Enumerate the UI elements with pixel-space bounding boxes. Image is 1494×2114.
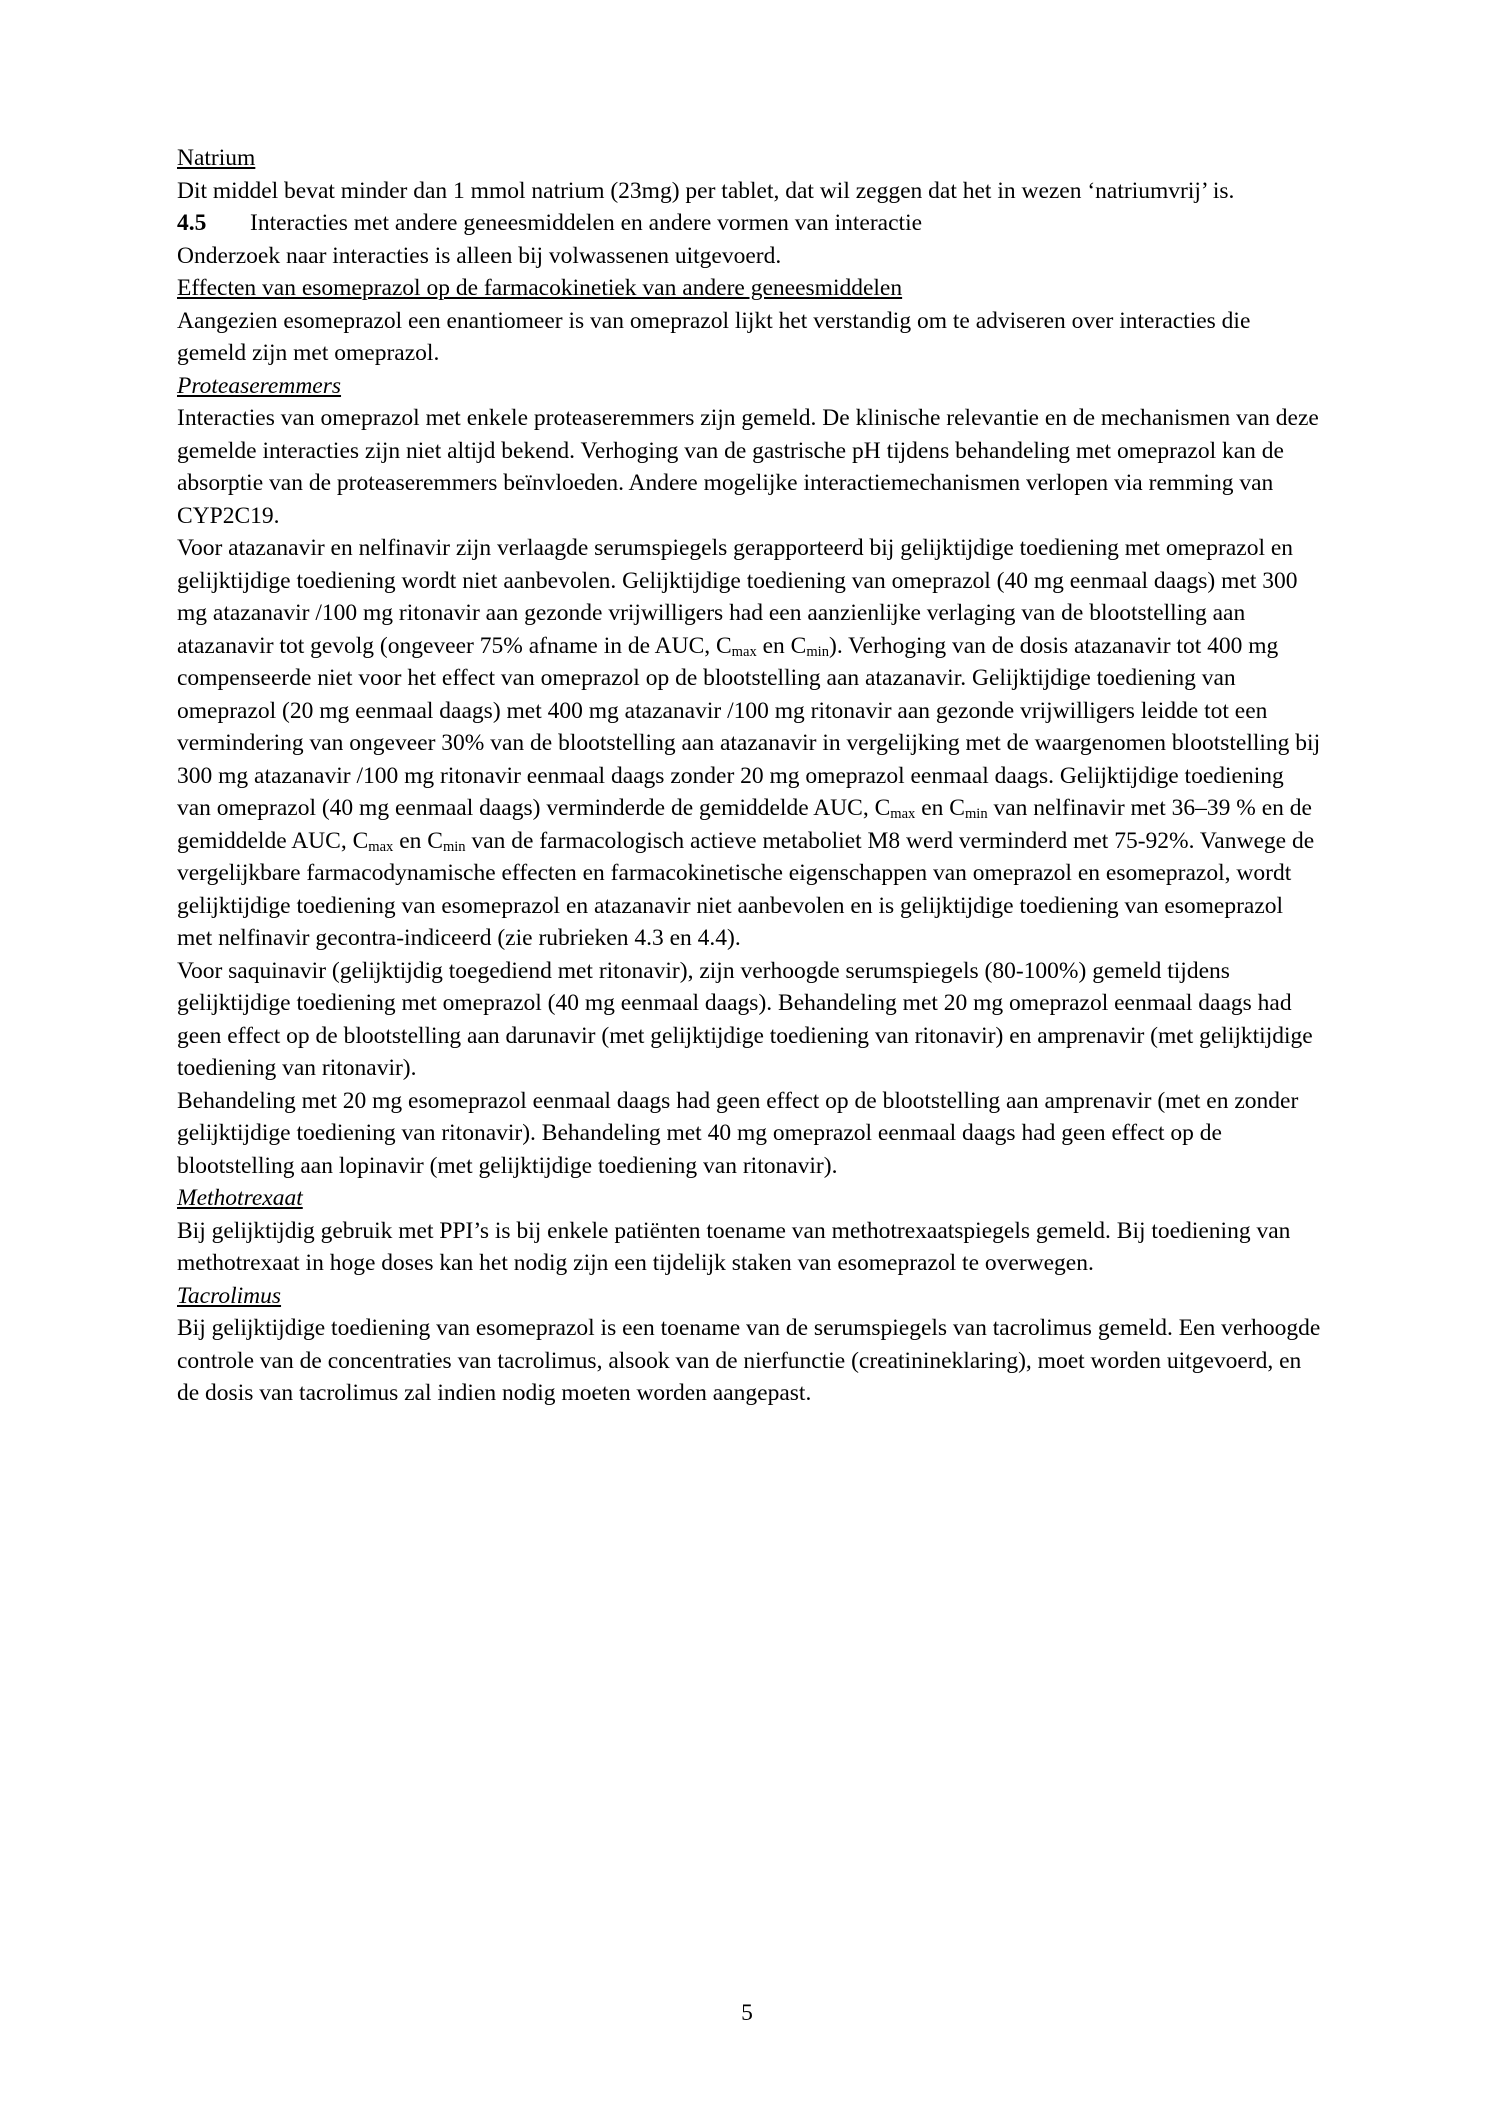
interactions-intro-paragraph: Onderzoek naar interacties is alleen bij volwassenen uitgevoerd. [177, 242, 782, 269]
atazanavir-nelfinavir-paragraph: Voor atazanavir en nelfinavir zijn verlaagde serumspiegels gerapporteerd bij gelijktijdige toediening met omeprazol en gelijktijdige toediening wordt niet aanbevolen. Gelijktijdige toediening van omeprazol (40 mg eenmaal daags) met 300 mg atazanavir /100 mg ritonavir aan gezonde vrijwilligers had een aanzienlijke verlaging van de blootstelling aan atazanavir tot gevolg (ongeveer 75% afname in de AUC, $C_{max}$ en $C_{min}$). Verhoging van de dosis atazanavir tot 400 mg compenseerde niet voor het effect van omeprazol op de blootstelling aan atazanavir. Gelijktijdige toediening van omeprazol (20 mg eenmaal daags) met 400 mg atazanavir /100 mg ritonavir aan gezonde vrijwilligers leidde tot een vermindering van ongeveer 30% van de blootstelling aan atazanavir in vergelijking met de waargenomen blootstelling bij 300 mg atazanavir /100 mg ritonavir eenmaal daags zonder 20 mg omeprazol eenmaal daags. Gelijktijdige toediening van omeprazol (40 mg eenmaal daags) verminderde de gemiddelde AUC, $C_{max}$ en $C_{min}$ van nelfinavir met 36–39 % en de gemiddelde AUC, $C_{max}$ en $C_{min}$ van de farmacologisch actieve metaboliet M8 werd verminderd met 75-92%. Vanwege de vergelijkbare farmacodynamische effecten en farmacokinetische eigenschappen van omeprazol en esomeprazol, wordt gelijktijdige toediening van esomeprazol en atazanavir niet aanbevolen en is gelijktijdige toediening van esomeprazol met nelfinavir gecontra-indiceerd (zie rubrieken 4.3 en 4.4). [177, 535, 1321, 951]
tacrolimus-heading: Tacrolimus [177, 1282, 282, 1309]
page-number: 5 [741, 2000, 753, 2026]
natrium-heading: Natrium [177, 145, 256, 171]
page-footer [0, 1997, 1494, 2030]
natrium-paragraph: Dit middel bevat minder dan 1 mmol natrium (23mg) per tablet, dat wil zeggen dat het in wezen ‘natriumvrij’ is. [177, 177, 1235, 204]
methotrexaat-heading: Methotrexaat [177, 1185, 303, 1211]
amprenavir-lopinavir-paragraph: Behandeling met 20 mg esomeprazol eenmaal daags had geen effect op de blootstelling aan amprenavir (met en zonder gelijktijdige toediening van ritonavir). Behandeling met 40 mg omeprazol eenmaal daags had geen effect op de blootstelling aan lopinavir (met gelijktijdige toediening van ritonavir). [177, 1087, 1299, 1179]
page-content [177, 142, 1322, 1410]
proteaseremmers-paragraph: Interacties van omeprazol met enkele proteaseremmers zijn gemeld. De klinische relevantie en de mechanismen van deze gemelde interacties zijn niet altijd bekend. Verhoging van de gastrische pH tijdens behandeling met omeprazol kan de absorptie van de proteaseremmers beïnvloeden. Andere mogelijke interactiemechanismen verlopen via remming van CYP2C19. [177, 405, 1319, 529]
section-title: Interacties met andere geneesmiddelen en andere vormen van interactie [250, 210, 923, 236]
effecten-paragraph: Aangezien esomeprazol een enantiomeer is van omeprazol lijkt het verstandig om te adviseren over interacties die gemeld zijn met omeprazol. [177, 307, 1251, 366]
tacrolimus-paragraph: Bij gelijktijdige toediening van esomeprazol is een toename van de serumspiegels van tacrolimus gemeld. Een verhoogde controle van de concentraties van tacrolimus, alsook van de nierfunctie (creatinineklaring), moet worden uitgevoerd, en de dosis van tacrolimus zal indien nodig moeten worden aangepast. [177, 1315, 1321, 1406]
section-4-5-heading [177, 207, 1322, 240]
methotrexaat-paragraph: Bij gelijktijdig gebruik met PPI’s is bij enkele patiënten toename van methotrexaatspiegels gemeld. Bij toediening van methotrexaat in hoge doses kan het nodig zijn een tijdelijk staken van esomeprazol te overwegen. [177, 1217, 1291, 1276]
proteaseremmers-heading: Proteaseremmers [177, 372, 342, 399]
effecten-heading: Effecten van esomeprazol op de farmacokinetiek van andere geneesmiddelen [177, 275, 903, 301]
section-number: 4.5 [177, 210, 207, 236]
saquinavir-paragraph: Voor saquinavir (gelijktijdig toegediend met ritonavir), zijn verhoogde serumspiegels (80-100%) gemeld tijdens gelijktijdige toediening met omeprazol (40 mg eenmaal daags). Behandeling met 20 mg omeprazol eenmaal daags had geen effect op de blootstelling aan darunavir (met gelijktijdige toediening van ritonavir) en amprenavir (met gelijktijdige toediening van ritonavir). [177, 957, 1313, 1081]
